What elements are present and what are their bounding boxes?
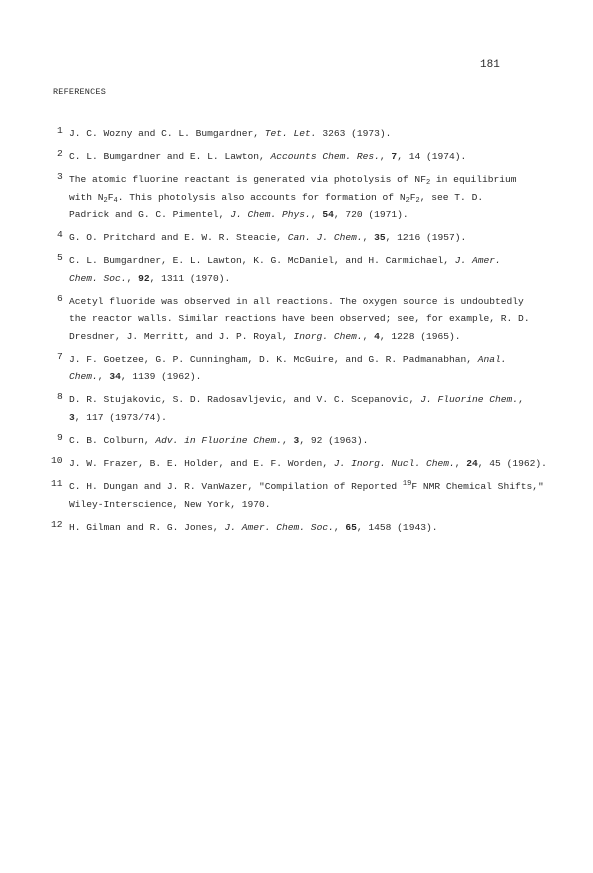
reference-number: 6 <box>57 292 63 304</box>
reference-segment: Acetyl fluoride was observed in all reactions. The oxygen source is undoubtedly <box>69 295 524 307</box>
reference-segment: 3 <box>293 435 300 447</box>
reference-text <box>69 351 577 386</box>
reference-text <box>69 171 577 224</box>
reference-text <box>69 478 577 513</box>
reference-line <box>69 351 577 369</box>
reference-segment: 3263 (1973). <box>316 128 392 139</box>
reference-segment: 7 <box>391 150 398 162</box>
reference-line <box>69 496 577 514</box>
reference-segment: 4 <box>113 196 118 205</box>
reference-segment: , <box>333 521 346 533</box>
reference-line <box>69 206 577 224</box>
reference-number: 7 <box>57 350 63 362</box>
reference-line <box>69 478 577 496</box>
reference-line <box>69 171 577 189</box>
reference-segment: , see T. D. <box>419 191 484 203</box>
reference-segment: C. B. Colburn, <box>69 435 156 447</box>
reference-number: 4 <box>57 229 63 241</box>
reference-text <box>69 252 577 287</box>
reference-line <box>69 519 577 537</box>
reference-segment: , 117 (1973/74). <box>74 412 167 424</box>
references-heading: REFERENCES <box>53 87 107 97</box>
reference-segment: Chem. Soc. <box>69 272 127 284</box>
reference-segment: J. Inorg. Nucl. Chem. <box>333 458 455 470</box>
reference-number: 1 <box>57 125 63 136</box>
reference-segment: Chem. <box>69 371 98 383</box>
reference-text <box>69 391 577 426</box>
reference-segment: 35 <box>374 232 386 244</box>
reference-text <box>69 432 577 450</box>
reference-line <box>69 368 577 386</box>
reference-segment: C. L. Bumgardner and E. L. Lawton, <box>69 150 271 162</box>
reference-text <box>69 148 577 166</box>
reference-text <box>69 229 577 247</box>
reference-segment: C. H. Dungan and J. R. VanWazer, "Compilation of Reported <box>69 481 403 492</box>
reference-segment: J. Chem. Phys. <box>230 209 311 221</box>
reference-line <box>69 310 577 328</box>
reference-segment: , 1458 (1943). <box>356 521 438 533</box>
reference-item <box>57 351 577 386</box>
reference-segment: , <box>379 150 392 162</box>
reference-segment: , <box>362 330 375 342</box>
reference-line <box>69 328 577 346</box>
reference-segment: 4 <box>374 330 380 342</box>
reference-segment: 2 <box>415 196 420 205</box>
reference-number: 10 <box>51 455 63 467</box>
reference-number: 3 <box>57 170 63 182</box>
reference-segment: F <box>409 191 416 203</box>
reference-number: 8 <box>57 391 63 403</box>
reference-segment: in equilibrium <box>430 173 517 185</box>
reference-segment: J. Amer. <box>454 255 501 267</box>
reference-text <box>69 519 577 537</box>
reference-segment: with N <box>69 191 104 203</box>
reference-line <box>69 229 577 247</box>
reference-text <box>69 125 577 143</box>
reference-segment: Padrick and G. C. Pimentel, <box>69 209 231 221</box>
reference-item <box>57 171 577 224</box>
reference-item <box>57 391 577 426</box>
reference-number: 9 <box>57 432 63 444</box>
reference-segment: 2 <box>103 196 108 205</box>
reference-segment: , 14 (1974). <box>397 150 467 162</box>
reference-segment: , 1139 (1962). <box>120 371 202 383</box>
reference-segment: Can. J. Chem. <box>287 232 363 244</box>
reference-segment: Accounts Chem. Res. <box>270 150 380 162</box>
reference-item <box>57 125 577 143</box>
reference-item <box>57 252 577 287</box>
reference-number: 11 <box>51 478 63 489</box>
reference-segment: J. C. Wozny and C. L. Bumgardner, <box>69 128 265 139</box>
reference-segment: , <box>126 272 139 284</box>
reference-line <box>69 455 577 473</box>
reference-segment: , <box>362 232 375 244</box>
reference-segment: the reactor walls. Similar reactions have been observed; see, for example, R. D. <box>69 313 530 325</box>
reference-segment: 24 <box>466 458 478 470</box>
reference-line <box>69 189 577 207</box>
reference-number: 2 <box>57 147 63 159</box>
reference-line <box>69 125 577 143</box>
reference-item <box>57 148 577 166</box>
reference-segment: . This photolysis also accounts for formation of N <box>117 191 406 203</box>
reference-segment: The atomic fluorine reactant is generated via photolysis of NF <box>69 173 426 185</box>
reference-item <box>51 455 577 473</box>
reference-segment: 2 <box>425 178 431 187</box>
reference-segment: , <box>282 435 294 447</box>
reference-segment: Wiley-Interscience, New York, 1970. <box>69 498 271 510</box>
reference-line <box>69 432 577 450</box>
reference-segment: J. F. Goetzee, G. P. Cunningham, D. K. McGuire, and G. R. Padmanabhan, <box>69 353 478 365</box>
reference-segment: H. Gilman and R. G. Jones, <box>69 521 225 533</box>
reference-line <box>69 252 577 270</box>
reference-segment: , 1228 (1965). <box>379 330 461 342</box>
reference-segment: , 720 (1971). <box>333 209 409 221</box>
reference-line <box>69 148 577 166</box>
reference-segment: , 92 (1963). <box>299 435 369 447</box>
reference-segment: , 1311 (1970). <box>149 272 231 284</box>
reference-segment: J. Amer. Chem. Soc. <box>224 521 334 533</box>
reference-segment: Adv. in Fluorine Chem. <box>155 435 283 447</box>
reference-segment: 92 <box>138 272 150 284</box>
reference-line <box>69 293 577 311</box>
reference-text <box>69 293 577 346</box>
reference-segment: 54 <box>322 209 334 221</box>
reference-item <box>57 229 577 247</box>
reference-text <box>69 455 577 473</box>
reference-segment: 2 <box>405 196 410 205</box>
reference-line <box>69 391 577 409</box>
reference-segment: 3 <box>69 412 75 424</box>
reference-segment: Dresdner, J. Merritt, and J. P. Royal, <box>69 330 294 342</box>
reference-segment: , 45 (1962). <box>477 458 547 470</box>
reference-number: 5 <box>57 252 63 264</box>
reference-line <box>69 270 577 288</box>
reference-segment: Inorg. Chem. <box>293 330 363 342</box>
reference-segment: F NMR Chemical Shifts," <box>411 481 544 492</box>
references-list <box>51 125 577 542</box>
reference-segment: J. Fluorine Chem. <box>420 394 519 406</box>
reference-segment: Tet. Let. <box>264 128 317 139</box>
reference-segment: G. O. Pritchard and E. W. R. Steacie, <box>69 232 288 244</box>
reference-segment: , <box>97 371 110 383</box>
page-number: 181 <box>480 59 500 71</box>
reference-segment: , 1216 (1957). <box>385 232 467 244</box>
reference-segment: Anal. <box>477 353 507 365</box>
reference-segment: 65 <box>345 521 357 533</box>
reference-segment: J. W. Frazer, B. E. Holder, and E. F. Worden, <box>69 458 334 470</box>
reference-item <box>51 478 577 513</box>
reference-item <box>57 293 577 346</box>
reference-segment: C. L. Bumgardner, E. L. Lawton, K. G. McDaniel, and H. Carmichael, <box>69 255 455 267</box>
reference-segment: 19 <box>402 480 412 488</box>
reference-segment: , <box>310 209 323 221</box>
reference-segment: 34 <box>109 371 121 383</box>
reference-segment: F <box>107 191 114 203</box>
reference-segment: D. R. Stujakovic, S. D. Radosavljevic, and V. C. Scepanovic, <box>69 394 421 406</box>
reference-segment: , <box>518 394 524 406</box>
reference-segment: , <box>454 458 467 470</box>
reference-number: 12 <box>51 518 63 530</box>
reference-line <box>69 409 577 427</box>
reference-item <box>51 518 577 537</box>
reference-item <box>57 432 577 450</box>
